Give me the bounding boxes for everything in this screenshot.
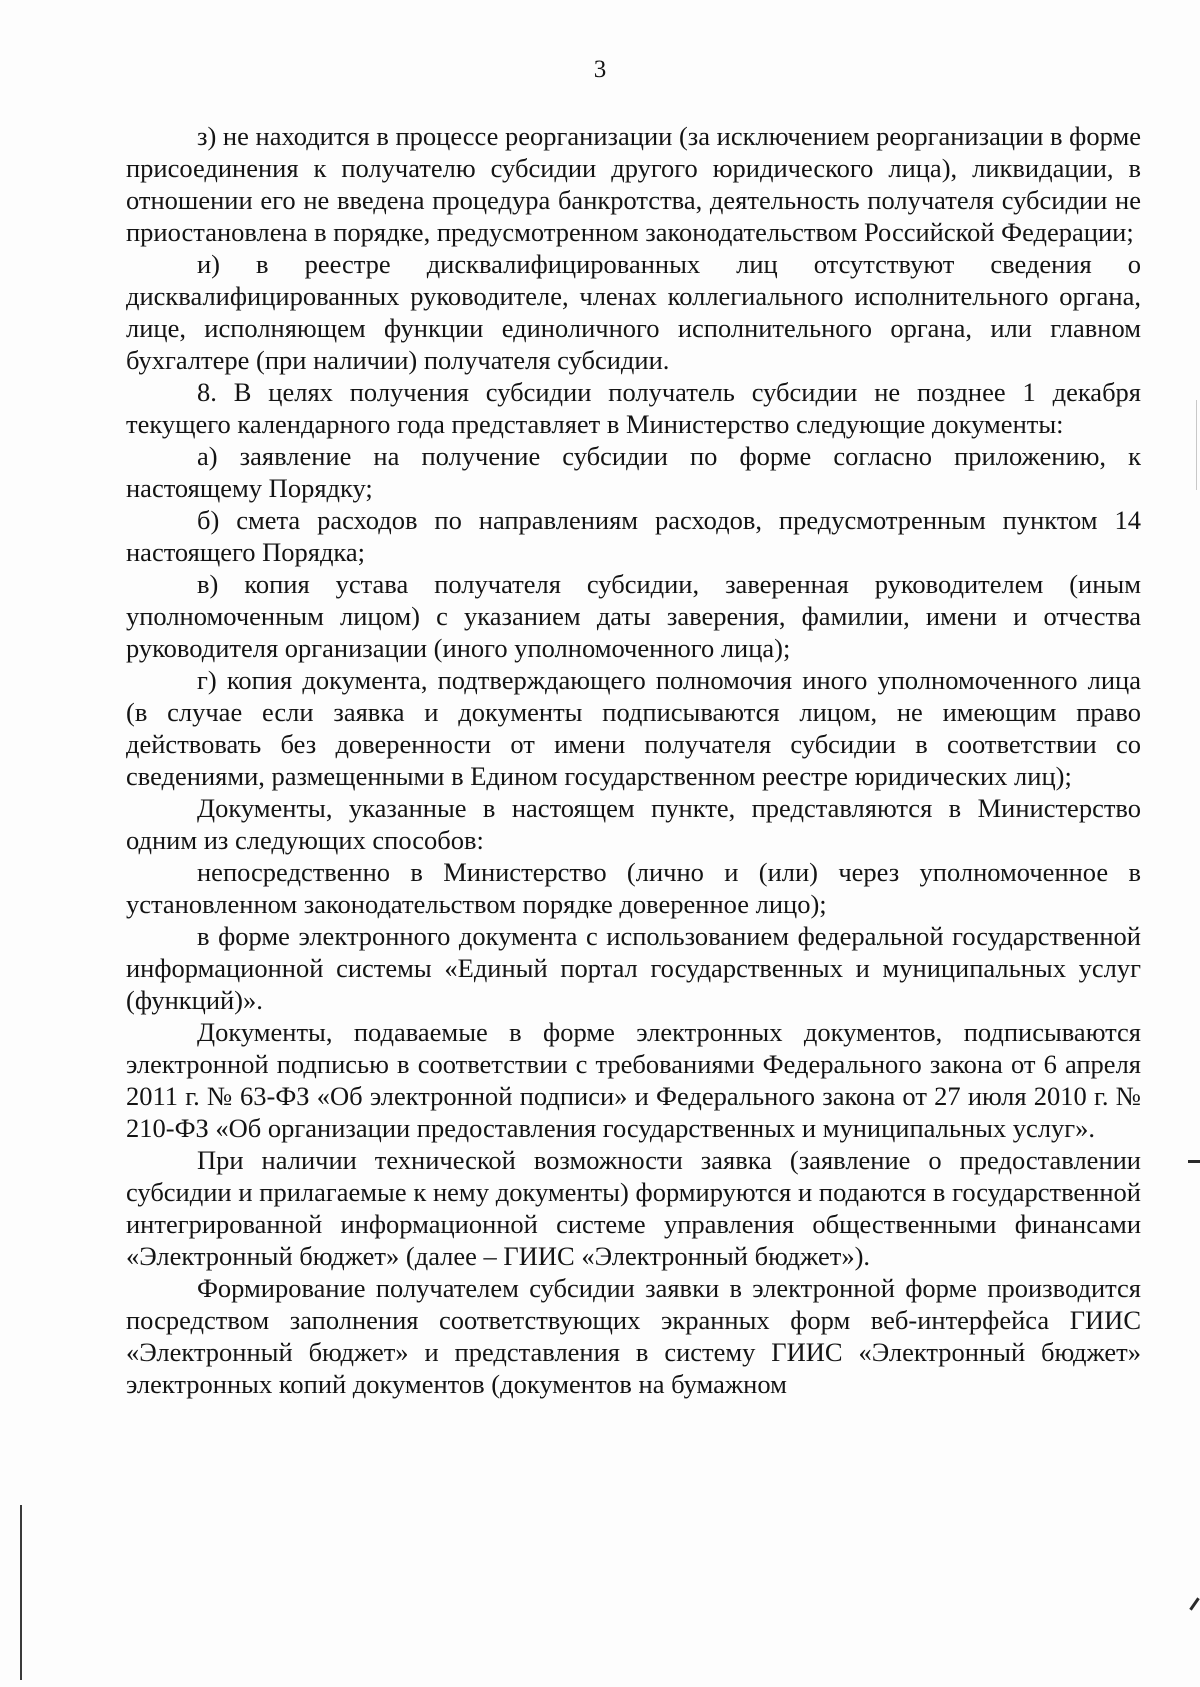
paragraph-item-i: и) в реестре дисквалифицированных лиц отсутствуют сведения о дисквалифицированных руководителе, членах коллегиального исполнительного органа, лице, исполняющем функции единоличного исполнительного органа, или главном бухгалтере (при наличии) получателя субсидии. xyxy=(126,249,1141,375)
paragraph-item-g: г) копия документа, подтверждающего полномочия иного уполномоченного лица (в случае если заявка и документы подписываются лицом, не имеющим право действовать без доверенности от имени получателя субсидии в соответствии со сведениями, размещенными в Едином государственном реестре юридических лиц); xyxy=(126,665,1141,791)
paragraph-item-a: а) заявление на получение субсидии по форме согласно приложению, к настоящему Порядку; xyxy=(126,441,1141,503)
paragraph-item-v: в) копия устава получателя субсидии, заверенная руководителем (иным уполномоченным лицом) с указанием даты заверения, фамилии, имени и отчества руководителя организации (иного уполномоченного лица); xyxy=(126,569,1141,663)
paragraph-item-b: б) смета расходов по направлениям расходов, предусмотренным пунктом 14 настоящего Порядка; xyxy=(126,505,1141,567)
document-body xyxy=(126,120,1141,1400)
paragraph-giis-submission: При наличии технической возможности заявка (заявление о предоставлении субсидии и прилагаемые к нему документы) формируются и подаются в государственной интегрированной информационной системе управления общественными финансами «Электронный бюджет» (далее – ГИИС «Электронный бюджет»). xyxy=(126,1145,1141,1271)
paragraph-method-electronic: в форме электронного документа с использованием федеральной государственной информационной системы «Единый портал государственных и муниципальных услуг (функций)». xyxy=(126,921,1141,1015)
paragraph-submission-methods: Документы, указанные в настоящем пункте, представляются в Министерство одним из следующих способов: xyxy=(126,793,1141,855)
paragraph-giis-forming: Формирование получателем субсидии заявки в электронной форме производится посредством заполнения соответствующих экранных форм веб-интерфейса ГИИС «Электронный бюджет» и представления в систему ГИИС «Электронный бюджет» электронных копий документов (документов на бумажном xyxy=(126,1273,1141,1399)
paragraph-method-in-person: непосредственно в Министерство (лично и (или) через уполномоченное в установленном законодательством порядке доверенное лицо); xyxy=(126,857,1141,919)
paragraph-clause-8: 8. В целях получения субсидии получатель субсидии не позднее 1 декабря текущего календарного года представляет в Министерство следующие документы: xyxy=(126,377,1141,439)
scan-tick-mark xyxy=(1189,1597,1199,1610)
page-number: 3 xyxy=(593,56,607,83)
scan-faint-bar xyxy=(1196,400,1197,490)
scan-tick-mark xyxy=(1188,1160,1200,1163)
paragraph-item-z: з) не находится в процессе реорганизации (за исключением реорганизации в форме присоединения к получателю субсидии другого юридического лица), ликвидации, в отношении его не введена процедура банкротства, деятельность получателя субсидии не приостановлена в порядке, предусмотренном законодательством Российской Федерации; xyxy=(126,121,1141,247)
scan-edge-line xyxy=(20,1505,22,1680)
paragraph-electronic-signature: Документы, подаваемые в форме электронных документов, подписываются электронной подписью в соответствии с требованиями Федерального закона от 6 апреля 2011 г. № 63-ФЗ «Об электронной подписи» и Федерального закона от 27 июля 2010 г. № 210-ФЗ «Об организации предоставления государственных и муниципальных услуг». xyxy=(126,1017,1141,1143)
